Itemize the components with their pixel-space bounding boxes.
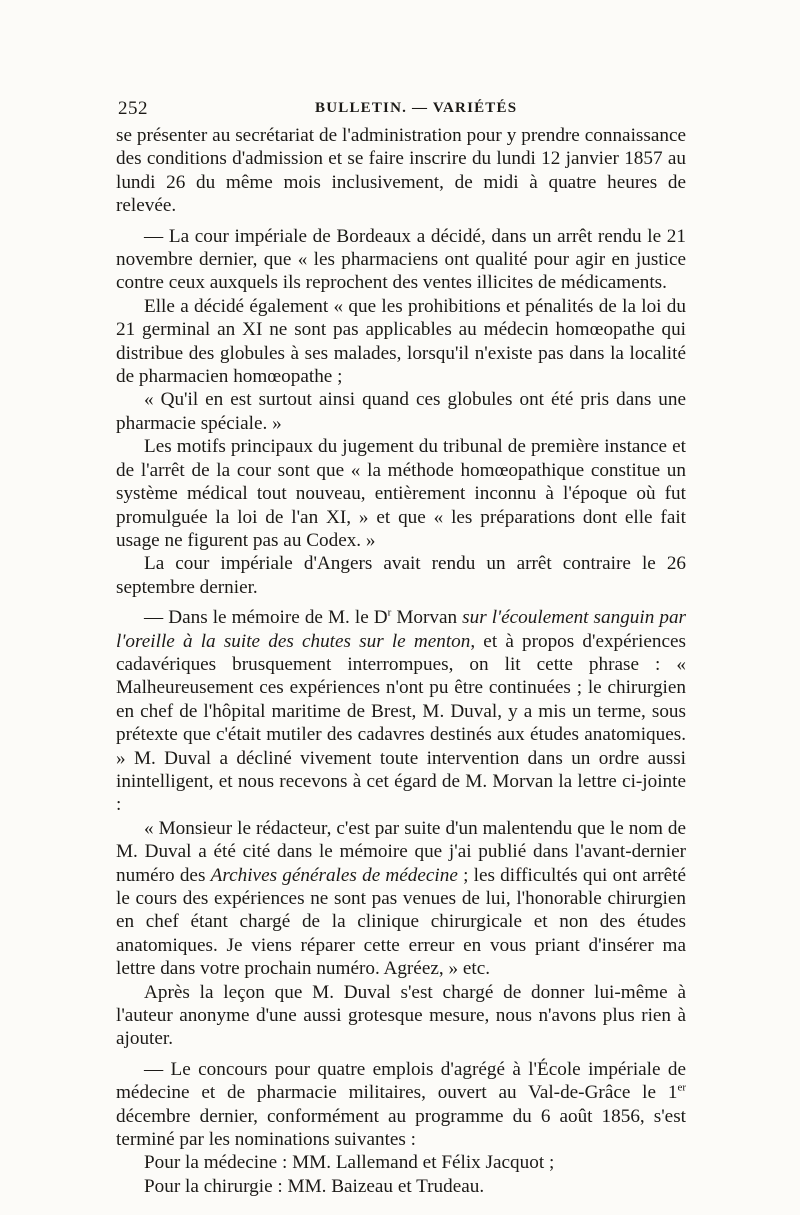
paragraph-text: — Le concours pour quatre emplois d'agrégé à l'École impériale de médecine et de pharmacie militaires, ouvert au Val-de-Grâce le 1 — [116, 1058, 686, 1104]
paragraph: Pour la médecine : MM. Lallemand et Félix Jacquot ; — [144, 1152, 555, 1174]
page-header — [118, 98, 688, 124]
paragraph-text: ; les difficultés qui ont arrêté le cours des expériences ne sont pas venues de lui, l'honorable chirurgien en chef étant chargé de la clinique chirurgicale et non des études anatomiques. Je viens réparer cette erreur en vous priant d'insérer ma lettre dans votre prochain numéro. Agréez, » etc. — [116, 864, 686, 980]
paragraph-text: « Monsieur le rédacteur, c'est par suite d'un malentendu que le nom de M. Duval a été cité dans le mémoire que j'ai publié dans l'avant-dernier numéro des — [116, 817, 686, 886]
paragraph-text: — Dans le mémoire de M. le D — [144, 607, 388, 629]
paragraph: Les motifs principaux du jugement du tribunal de première instance et de l'arrêt de la cour sont que « la méthode homœopathique constitue un système médical tout nouveau, entièrement inconnu à l'époque où fut promulguée la loi de l'an XI, » et que « les préparations dont elle fait usage ne figurent pas au Codex. » — [116, 436, 686, 551]
paragraph — [116, 817, 686, 981]
paragraph: — La cour impériale de Bordeaux a décidé, dans un arrêt rendu le 21 novembre dernier, que « les pharmaciens ont qualité pour agir en justice contre ceux auxquels ils reprochent des ventes illicites de médicaments. — [116, 225, 686, 294]
paragraph-text: Morvan — [391, 607, 463, 629]
paragraph: « Qu'il en est surtout ainsi quand ces globules ont été pris dans une pharmacie spéciale. » — [116, 389, 686, 434]
paragraph: La cour impériale d'Angers avait rendu un arrêt contraire le 26 septembre dernier. — [116, 553, 686, 598]
superscript: r — [387, 606, 392, 619]
superscript: er — [677, 1081, 686, 1094]
paragraph — [116, 606, 686, 817]
paragraph-text: , et à propos d'expériences cadavériques brusquement interrompues, on lit cette phrase : « Malheureusement ces expériences n'ont pu être continuées ; le chirurgien en chef de l'hôpital maritime de Brest, M. Duval, y a mis un terme, sous prétexte que c'était mutiler des cadavres destinés aux études anatomiques. » M. Duval a décliné vivement toute intervention dans un ordre aussi inintelligent, et nous recevons à cet égard de M. Morvan la lettre ci-jointe : — [116, 630, 686, 816]
running-head: BULLETIN. — VARIÉTÉS — [315, 100, 518, 116]
article-title: sur l'écoulement sanguin par l'oreille à la suite des chutes sur le menton — [116, 607, 687, 652]
page-number: 252 — [118, 98, 148, 119]
paragraph: Pour la chirurgie : MM. Baizeau et Trudeau. — [144, 1175, 485, 1197]
paragraph: Elle a décidé également « que les prohibitions et pénalités de la loi du 21 germinal an XI ne sont pas applicables au médecin homœopathe qui distribue des globules à ses malades, lorsqu'il n'existe pas dans la localité de pharmacien homœopathe ; — [116, 295, 686, 388]
journal-title: Archives générales de médecine — [210, 864, 458, 886]
paragraph-text: décembre dernier, conformément au programme du 6 août 1856, s'est terminé par les nominations suivantes : — [116, 1105, 686, 1151]
paragraph: se présenter au secrétariat de l'administration pour y prendre connaissance des conditions d'admission et se faire inscrire du lundi 12 janvier 1857 au lundi 26 du même mois inclusivement, de midi à quatre heures de relevée. — [116, 125, 686, 217]
paragraph: Après la leçon que M. Duval s'est chargé de donner lui-même à l'auteur anonyme d'une aussi grotesque mesure, nous n'avons plus rien à ajouter. — [116, 981, 686, 1050]
paragraph — [116, 1058, 686, 1152]
page-body — [116, 124, 686, 1198]
